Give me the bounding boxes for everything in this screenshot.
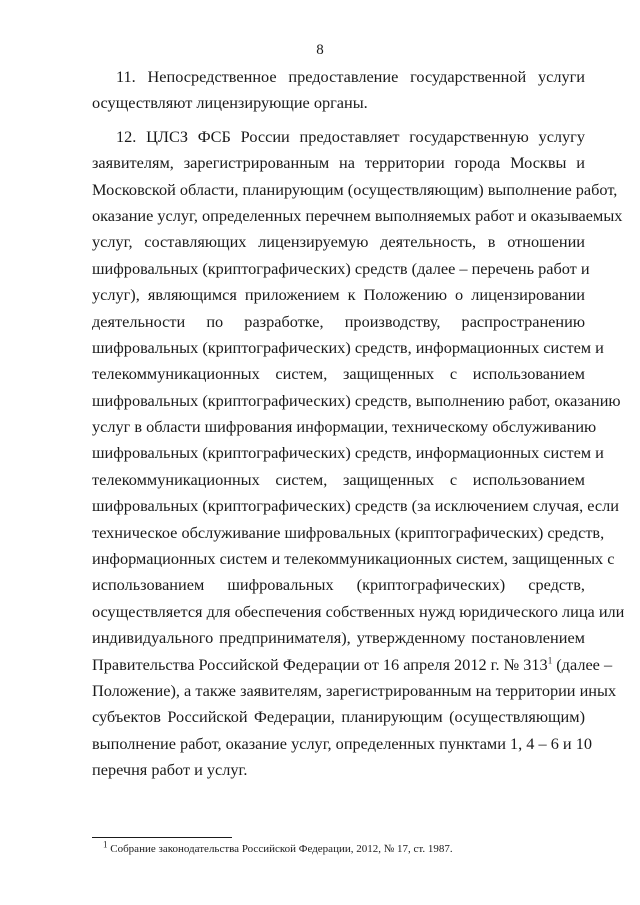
footnote-text: Собрание законодательства Российской Федерации, 2012, № 17, ст. 1987. xyxy=(107,843,453,855)
text-line: деятельности по разработке, производству, распространению xyxy=(92,311,585,331)
text-line: осуществляется для обеспечения собственных нужд юридического лица или xyxy=(92,601,625,621)
text-line: телекоммуникационных систем, защищенных с использованием xyxy=(92,469,585,489)
footnote-marker: 1 xyxy=(547,655,553,666)
text-line: шифровальных (криптографических) средств, выполнению работ, оказанию xyxy=(92,390,621,410)
text-line: Московской области, планирующим (осуществляющим) выполнение работ, xyxy=(92,179,618,199)
text-line: Положение), а также заявителям, зарегистрированным на территории иных xyxy=(92,680,617,700)
text-line: услуг в области шифрования информации, техническому обслуживанию xyxy=(92,417,597,437)
footnote xyxy=(103,839,453,855)
text-line: шифровальных (криптографических) средств (далее – перечень работ и xyxy=(92,258,590,278)
text-line: информационных систем и телекоммуникационных систем, защищенных с xyxy=(92,549,615,569)
text-segment: (далее – xyxy=(552,654,613,674)
paragraph-12 xyxy=(92,124,625,784)
page-number: 8 xyxy=(316,42,324,58)
text-line: индивидуального предпринимателя), утвержденному постановлением xyxy=(92,628,585,648)
text-line: использованием шифровальных (криптографических) средств, xyxy=(92,575,585,595)
text-line: выполнение работ, оказание услуг, определенных пунктами 1, 4 – 6 и 10 xyxy=(92,733,592,753)
text-line: техническое обслуживание шифровальных (криптографических) средств, xyxy=(92,522,605,542)
text-line: шифровальных (криптографических) средств, информационных систем и xyxy=(92,443,604,463)
text-line: 12. ЦЛСЗ ФСБ России предоставляет государственную услугу xyxy=(116,126,585,146)
text-line: услуг, составляющих лицензируемую деятельность, в отношении xyxy=(92,232,585,252)
text-line: шифровальных (криптографических) средств, информационных систем и xyxy=(92,337,604,357)
footnote-ref-line xyxy=(92,652,613,678)
text-line: субъектов Российской Федерации, планирующим (осуществляющим) xyxy=(92,707,585,727)
text-line: услуг), являющимся приложением к Положению о лицензировании xyxy=(92,285,585,305)
text-line: заявителям, зарегистрированным на территории города Москвы и xyxy=(92,153,585,173)
text-segment: Правительства Российской Федерации от 16 апреля 2012 г. № 313 xyxy=(92,654,548,674)
body-text xyxy=(92,64,625,784)
text-line: телекоммуникационных систем, защищенных с использованием xyxy=(92,364,585,384)
text-line: шифровальных (криптографических) средств (за исключением случая, если xyxy=(92,496,619,516)
text-line: перечня работ и услуг. xyxy=(92,760,248,780)
footnote-marker: 1 xyxy=(103,839,108,850)
paragraph-11 xyxy=(92,64,585,117)
text-line: осуществляют лицензирующие органы. xyxy=(92,93,368,113)
footnote-divider xyxy=(92,837,232,838)
text-line: оказание услуг, определенных перечнем выполняемых работ и оказываемых xyxy=(92,205,623,225)
text-line: 11. Непосредственное предоставление государственной услуги xyxy=(116,67,585,86)
